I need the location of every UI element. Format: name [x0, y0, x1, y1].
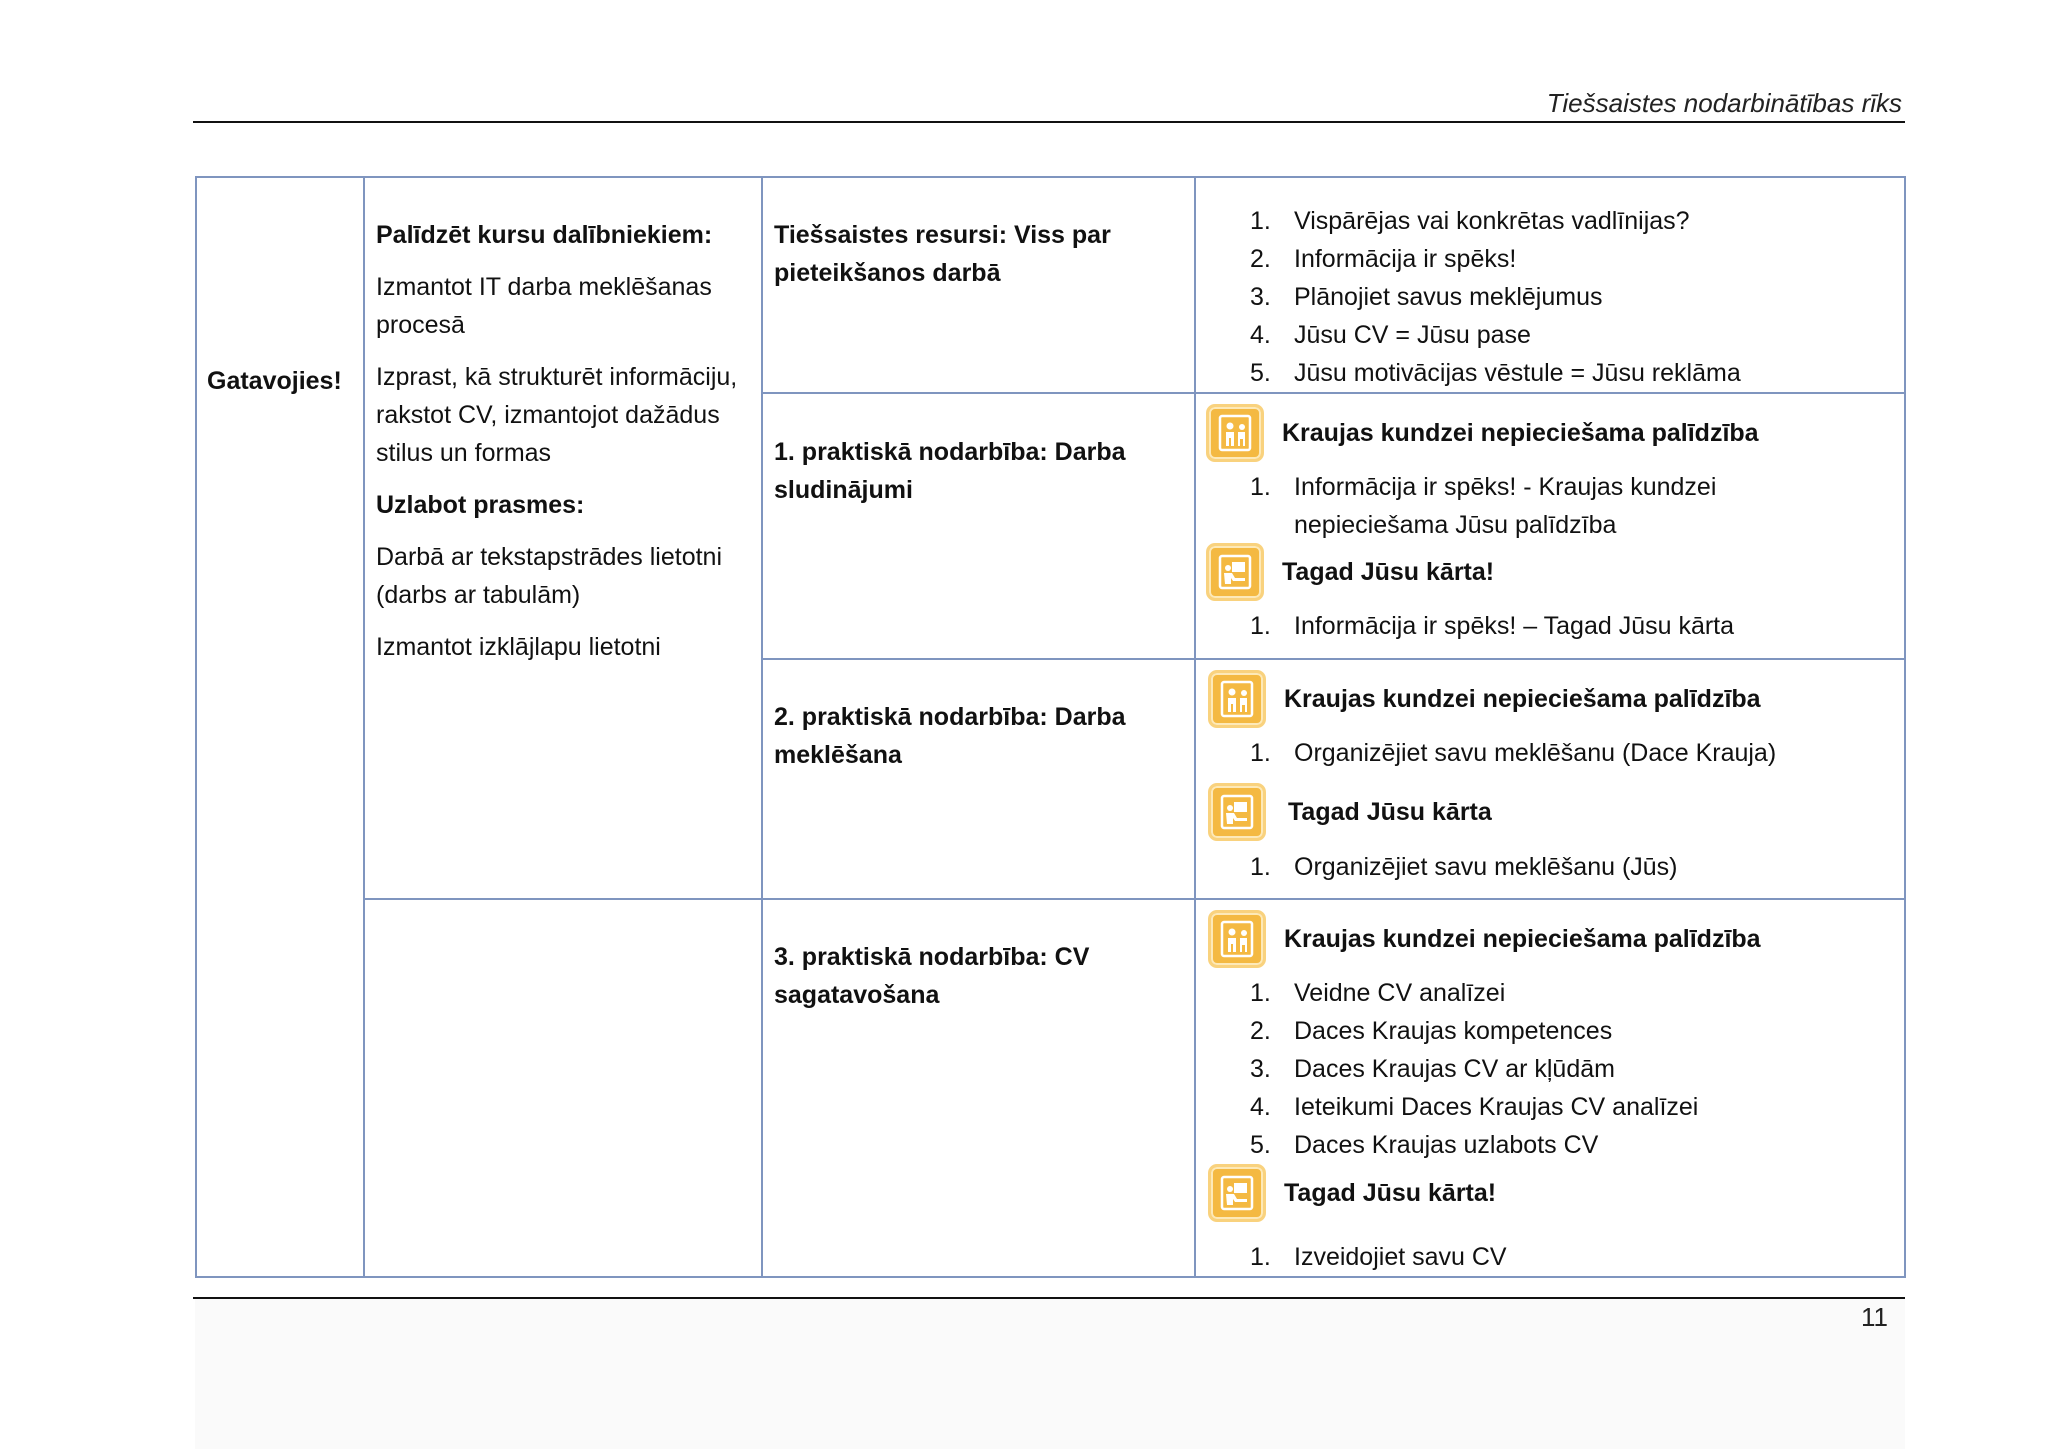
help-label: Kraujas kundzei nepieciešama palīdzība — [1284, 925, 1761, 953]
list-item — [1250, 1126, 1870, 1164]
practice1-turn-list — [1250, 607, 1870, 645]
helper-person-icon — [1206, 404, 1264, 462]
list-item — [1250, 974, 1870, 1012]
list-number: 1. — [1250, 853, 1271, 881]
turn-label: Tagad Jūsu kārta — [1288, 798, 1492, 826]
help-label: Kraujas kundzei nepieciešama palīdzība — [1282, 419, 1759, 447]
practice3-help-cell — [1250, 974, 1870, 1164]
page-number: 11 — [1861, 1302, 1888, 1332]
list-item — [1250, 1238, 1870, 1276]
list-item — [1250, 1050, 1870, 1088]
list-number: 3. — [1250, 283, 1271, 311]
list-number: 2. — [1250, 245, 1271, 273]
computer-user-icon — [1206, 543, 1264, 601]
practice1-help-row — [1206, 404, 1759, 462]
list-item-text: Ieteikumi Daces Kraujas CV analīzei — [1294, 1093, 1699, 1121]
list-item-text: Daces Kraujas kompetences — [1294, 1017, 1613, 1045]
list-number: 5. — [1250, 359, 1271, 387]
skills-heading: Uzlabot prasmes: — [376, 491, 585, 519]
list-number: 5. — [1250, 1131, 1271, 1159]
practice3-turn-cell — [1250, 1238, 1870, 1276]
list-number: 1. — [1250, 473, 1271, 501]
list-number: 3. — [1250, 1055, 1271, 1083]
page-footer-area — [195, 1298, 1905, 1449]
list-number: 1. — [1250, 612, 1271, 640]
list-item — [1250, 1088, 1870, 1126]
list-item-text: Jūsu CV = Jūsu pase — [1294, 321, 1531, 349]
row-divider-1 — [761, 392, 1906, 394]
practice3-help-list — [1250, 974, 1870, 1164]
list-number: 1. — [1250, 1243, 1271, 1271]
list-number: 1. — [1250, 207, 1271, 235]
table-border-right — [1904, 176, 1906, 1278]
list-item-text: Daces Kraujas uzlabots CV — [1294, 1131, 1599, 1159]
practice3-turn-list — [1250, 1238, 1870, 1276]
list-item-text: Organizējiet savu meklēšanu (Dace Krauja) — [1294, 739, 1777, 767]
list-item — [1250, 848, 1870, 886]
header-rule — [193, 121, 1905, 123]
practice3-turn-row — [1208, 1164, 1496, 1222]
objectives-cell — [376, 216, 756, 680]
list-number: 4. — [1250, 1093, 1271, 1121]
col-divider-3 — [1194, 176, 1196, 1278]
list-item-text: Organizējiet savu meklēšanu (Jūs) — [1294, 853, 1678, 881]
col-divider-2 — [761, 176, 763, 1278]
list-item — [1250, 734, 1870, 772]
list-item — [1250, 354, 1870, 392]
header-title: Tiešsaistes nodarbinātības rīks — [1546, 88, 1902, 118]
list-item-text: Daces Kraujas CV ar kļūdām — [1294, 1055, 1615, 1083]
practice3-help-row — [1208, 910, 1761, 968]
list-item-text: Vispārējas vai konkrētas vadlīnijas? — [1294, 207, 1690, 235]
list-item-text: Plānojiet savus meklējumus — [1294, 283, 1603, 311]
list-number: 4. — [1250, 321, 1271, 349]
computer-user-icon — [1208, 1164, 1266, 1222]
turn-label: Tagad Jūsu kārta! — [1282, 558, 1495, 586]
practice1-title: 1. praktiskā nodarbība: Darba sludinājumi — [774, 438, 1126, 504]
list-item-text: Informācija ir spēks! – Tagad Jūsu kārta — [1294, 612, 1735, 640]
list-item-text: Informācija ir spēks! - Kraujas kundzei nepieciešama Jūsu palīdzība — [1294, 473, 1717, 539]
helper-person-icon — [1208, 670, 1266, 728]
col-divider-1 — [363, 176, 365, 1278]
practice2-help-row — [1208, 670, 1761, 728]
list-number: 1. — [1250, 739, 1271, 767]
practice2-turn-row — [1208, 783, 1492, 841]
list-item — [1250, 468, 1870, 544]
help-label: Kraujas kundzei nepieciešama palīdzība — [1284, 685, 1761, 713]
turn-label: Tagad Jūsu kārta! — [1284, 1179, 1497, 1207]
resources-list — [1250, 202, 1870, 392]
practice2-help-cell — [1250, 734, 1870, 772]
computer-user-icon — [1208, 783, 1266, 841]
list-number: 1. — [1250, 979, 1271, 1007]
practice2-help-list — [1250, 734, 1870, 772]
helper-person-icon — [1208, 910, 1266, 968]
practice2-title: 2. praktiskā nodarbība: Darba meklēšana — [774, 703, 1126, 769]
practice1-help-list — [1250, 468, 1870, 544]
objective-item: Izprast, kā strukturēt informāciju, rakstot CV, izmantojot dažādus stilus un formas — [376, 363, 738, 467]
resources-cell — [1250, 202, 1870, 392]
phase-label: Gatavojies! — [207, 367, 342, 395]
skill-item: Darbā ar tekstapstrādes lietotni (darbs ar tabulām) — [376, 543, 723, 609]
practice1-turn-row — [1206, 543, 1494, 601]
footer-rule — [193, 1297, 1905, 1299]
list-item — [1250, 1012, 1870, 1050]
list-item — [1250, 278, 1870, 316]
list-item — [1250, 607, 1870, 645]
list-item — [1250, 316, 1870, 354]
table-border-top — [195, 176, 1906, 178]
resources-title: Tiešsaistes resursi: Viss par pieteikšanos darbā — [774, 221, 1111, 287]
list-number: 2. — [1250, 1017, 1271, 1045]
skill-item: Izmantot izklājlapu lietotni — [376, 633, 661, 661]
table-border-bottom — [195, 1276, 1906, 1278]
practice2-turn-cell — [1250, 848, 1870, 886]
list-item — [1250, 202, 1870, 240]
practice1-turn-cell — [1250, 607, 1870, 645]
table-border-left — [195, 176, 197, 1278]
objectives-heading: Palīdzēt kursu dalībniekiem: — [376, 221, 713, 249]
practice1-help-cell — [1250, 468, 1870, 544]
row-divider-3 — [363, 898, 1906, 900]
list-item-text: Veidne CV analīzei — [1294, 979, 1506, 1007]
list-item-text: Jūsu motivācijas vēstule = Jūsu reklāma — [1294, 359, 1741, 387]
practice2-turn-list — [1250, 848, 1870, 886]
practice3-title: 3. praktiskā nodarbība: CV sagatavošana — [774, 943, 1090, 1009]
objective-item: Izmantot IT darba meklēšanas procesā — [376, 273, 712, 339]
list-item-text: Informācija ir spēks! — [1294, 245, 1517, 273]
row-divider-2 — [761, 658, 1906, 660]
list-item-text: Izveidojiet savu CV — [1294, 1243, 1507, 1271]
list-item — [1250, 240, 1870, 278]
